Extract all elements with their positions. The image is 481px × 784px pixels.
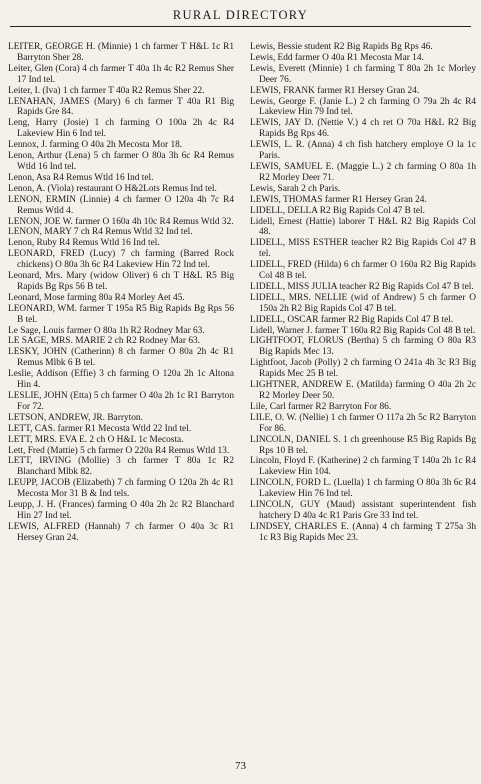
- directory-entry: Lewis, George F. (Janie L.) 2 ch farming O 79a 2h 4c R4 Lakeview Hin 79 Ind tel.: [250, 96, 476, 118]
- directory-entry: Leonard, Mrs. Mary (widow Oliver) 6 ch T H&L R5 Big Rapids Bg Rps 56 B tel.: [8, 271, 234, 292]
- directory-entry: LIDELL, DELLA R2 Big Rapids Col 47 B tel.: [250, 205, 425, 216]
- directory-entry: Lewis, Everett (Minnie) 1 ch farming T 80a 2h 1c Morley Deer 76.: [250, 63, 476, 85]
- directory-entry: LEONARD, WM. farmer T 195a R5 Big Rapids Bg Rps 56 B tel.: [8, 303, 234, 325]
- page-header: [10, 6, 471, 28]
- directory-entry: Lewis, Sarah 2 ch Paris.: [250, 183, 341, 194]
- directory-entry: LEITER, GEORGE H. (Minnie) 1 ch farmer T H&L 1c R1 Barryton Sher 28.: [8, 42, 234, 63]
- directory-entry: LIGHTFOOT, FLORUS (Bertha) 5 ch farming O 80a R3 Big Rapids Mec 13.: [250, 336, 476, 358]
- directory-entry: LINCOLN, DANIEL S. 1 ch greenhouse R5 Big Rapids Bg Rps 10 B tel.: [250, 434, 476, 456]
- directory-entry: LEONARD, FRED (Lucy) 7 ch farming (Barred Rock chickens) O 80a 3h 6c R4 Lakeview Hin 72 Ind tel.: [8, 249, 234, 271]
- directory-entry: LETSON, ANDREW, JR. Barryton.: [8, 412, 143, 423]
- directory-entry: LENON, MARY 7 ch R4 Remus Wtld 32 Ind tel.: [8, 227, 193, 238]
- directory-entry: Lincoln, Floyd F. (Katherine) 2 ch farming T 140a 2h 1c R4 Lakeview Hin 104.: [250, 456, 476, 478]
- directory-entry: LIDELL, FRED (Hilda) 6 ch farmer O 160a R2 Big Rapids Col 48 B tel.: [250, 260, 476, 282]
- directory-entry: LINCOLN, GUY (Maud) assistant superintendent fish hatchery D 40a 4c R1 Paris Gre 33 Ind tel.: [250, 500, 476, 521]
- directory-entry: Lennox, J. farming O 40a 2h Mecosta Mor 18.: [8, 140, 183, 151]
- directory-entry: Le Sage, Louis farmer O 80a 1h R2 Rodney Mar 63.: [8, 325, 205, 336]
- left-column: [8, 42, 234, 544]
- directory-entry: LENON, JOE W. farmer O 160a 4h 10c R4 Remus Wtld 32.: [8, 216, 234, 227]
- directory-entry: LEWIS, SAMUEL E. (Maggie L.) 2 ch farming O 80a 1h R2 Morley Deer 71.: [250, 161, 476, 183]
- right-column: [250, 42, 476, 544]
- directory-entry: Leupp, J. H. (Frances) farming O 40a 2h 2c R2 Blanchard Hin 27 Ind tel.: [8, 500, 234, 521]
- header-rule: [10, 26, 471, 27]
- directory-entry: LEWIS, ALFRED (Hannah) 7 ch farmer O 40a 3c R1 Hersey Gran 24.: [8, 521, 234, 543]
- directory-entry: LEWIS, FRANK farmer R1 Hersey Gran 24.: [250, 85, 420, 96]
- directory-entry: LESKY, JOHN (Catherinn) 8 ch farmer O 80a 2h 4c R1 Remus Mlbk 6 B tel.: [8, 347, 234, 369]
- directory-entry: LEWIS, JAY D. (Nettie V.) 4 ch ret O 70a H&L R2 Big Rapids Bg Rps 46.: [250, 118, 476, 140]
- directory-entry: LEWIS, L. R. (Anna) 4 ch fish hatchery employe O la 1c Paris.: [250, 140, 476, 162]
- directory-entry: Leng, Harry (Josie) 1 ch farming O 100a 2h 4c R4 Lakeview Hin 6 Ind tel.: [8, 118, 234, 140]
- directory-entry: LESLIE, JOHN (Etta) 5 ch farmer O 40a 2h 1c R1 Barryton For 72.: [8, 391, 234, 412]
- directory-entry: Lenon, Asa R4 Remus Wtld 16 Ind tel.: [8, 172, 154, 183]
- directory-entry: LIDELL, MRS. NELLIE (wid of Andrew) 5 ch farmer O 150a 2h R2 Big Rapids Col 47 B tel.: [250, 292, 476, 314]
- directory-entry: LEWIS, THOMAS farmer R1 Hersey Gran 24.: [250, 194, 427, 205]
- directory-entry: Lenon, Ruby R4 Remus Wtld 16 Ind tel.: [8, 238, 160, 249]
- directory-entry: Lenon, A. (Viola) restaurant O H&2Lots Remus Ind tel.: [8, 183, 217, 194]
- page-number: 73: [235, 760, 246, 772]
- directory-entry: Lidell, Ernest (Hattie) laborer T H&L R2 Big Rapids Col 48.: [250, 216, 476, 238]
- directory-entry: LETT, CAS. farmer R1 Mecosta Wtld 22 Ind tel.: [8, 423, 192, 434]
- directory-entry: Lile, Carl farmer R2 Barryton For 86.: [250, 401, 392, 412]
- directory-entry: LEUPP, JACOB (Elizabeth) 7 ch farming O 120a 2h 4c R1 Mecosta Mor 31 B & Ind tels.: [8, 478, 234, 500]
- directory-entry: LETT, MRS. EVA E. 2 ch O H&L 1c Mecosta.: [8, 434, 184, 445]
- directory-entry: Leonard, Mose farming 80a R4 Morley Aet 45.: [8, 292, 185, 303]
- directory-entry: LIGHTNER, ANDREW E. (Matilda) farming O 40a 2h 2c R2 Morley Deer 50.: [250, 380, 476, 401]
- directory-entry: Leiter, Glen (Cora) 4 ch farmer T 40a 1h 4c R2 Remus Sher 17 Ind tel.: [8, 63, 234, 85]
- directory-entry: LE SAGE, MRS. MARIE 2 ch R2 Rodney Mar 63.: [8, 336, 201, 347]
- directory-entry: LINDSEY, CHARLES E. (Anna) 4 ch farming T 275a 3h 1c R3 Big Rapids Mec 23.: [250, 521, 476, 543]
- directory-entry: Lett, Fred (Mattie) 5 ch farmer O 220a R4 Remus Wtld 13.: [8, 445, 230, 456]
- directory-entry: Lightfoot, Jacob (Polly) 2 ch farming O 241a 4h 3c R3 Big Rapids Mec 25 B tel.: [250, 358, 476, 380]
- directory-entry: LILE, O. W. (Nellie) 1 ch farmer O 117a 2h 5c R2 Barryton For 86.: [250, 412, 476, 434]
- directory-entry: Lewis, Edd farmer O 40a R1 Mecosta Mar 14.: [250, 52, 424, 63]
- directory-entry: Lenon, Arthur (Lena) 5 ch farmer O 80a 3h 6c R4 Remus Wtld 16 Ind tel.: [8, 151, 234, 172]
- directory-entry: Lidell, Warner J. farmer T 160a R2 Big Rapids Col 48 B tel.: [250, 325, 476, 336]
- directory-entry: LINCOLN, FORD L. (Luella) 1 ch farming O 80a 3h 6c R4 Lakeview Hin 76 Ind tel.: [250, 478, 476, 500]
- directory-entry: LENON, ERMIN (Linnie) 4 ch farmer O 120a 4h 7c R4 Remus Wtld 4.: [8, 194, 234, 216]
- directory-entry: LETT, IRVING (Mollie) 3 ch farmer T 80a 1c R2 Blanchard Mlbk 82.: [8, 456, 234, 478]
- directory-entry: Lewis, Bessie student R2 Big Rapids Bg Rps 46.: [250, 42, 433, 52]
- directory-entry: LENAHAN, JAMES (Mary) 6 ch farmer T 40a R1 Big Rapids Gre 84.: [8, 96, 234, 118]
- directory-entry: LIDELL, OSCAR farmer R2 Big Rapids Col 47 B tel.: [250, 314, 454, 325]
- directory-entry: LIDELL, MISS JULIA teacher R2 Big Rapids Col 47 B tel.: [250, 281, 474, 292]
- directory-entry: Leslie, Addison (Effie) 3 ch farming O 120a 2h 1c Altona Hin 4.: [8, 369, 234, 391]
- directory-entry: LIDELL, MISS ESTHER teacher R2 Big Rapids Col 47 B tel.: [250, 238, 476, 260]
- page-title: RURAL DIRECTORY: [172, 8, 309, 22]
- directory-entry: Leiter, I. (Iva) 1 ch farmer T 40a R2 Remus Sher 22.: [8, 85, 205, 96]
